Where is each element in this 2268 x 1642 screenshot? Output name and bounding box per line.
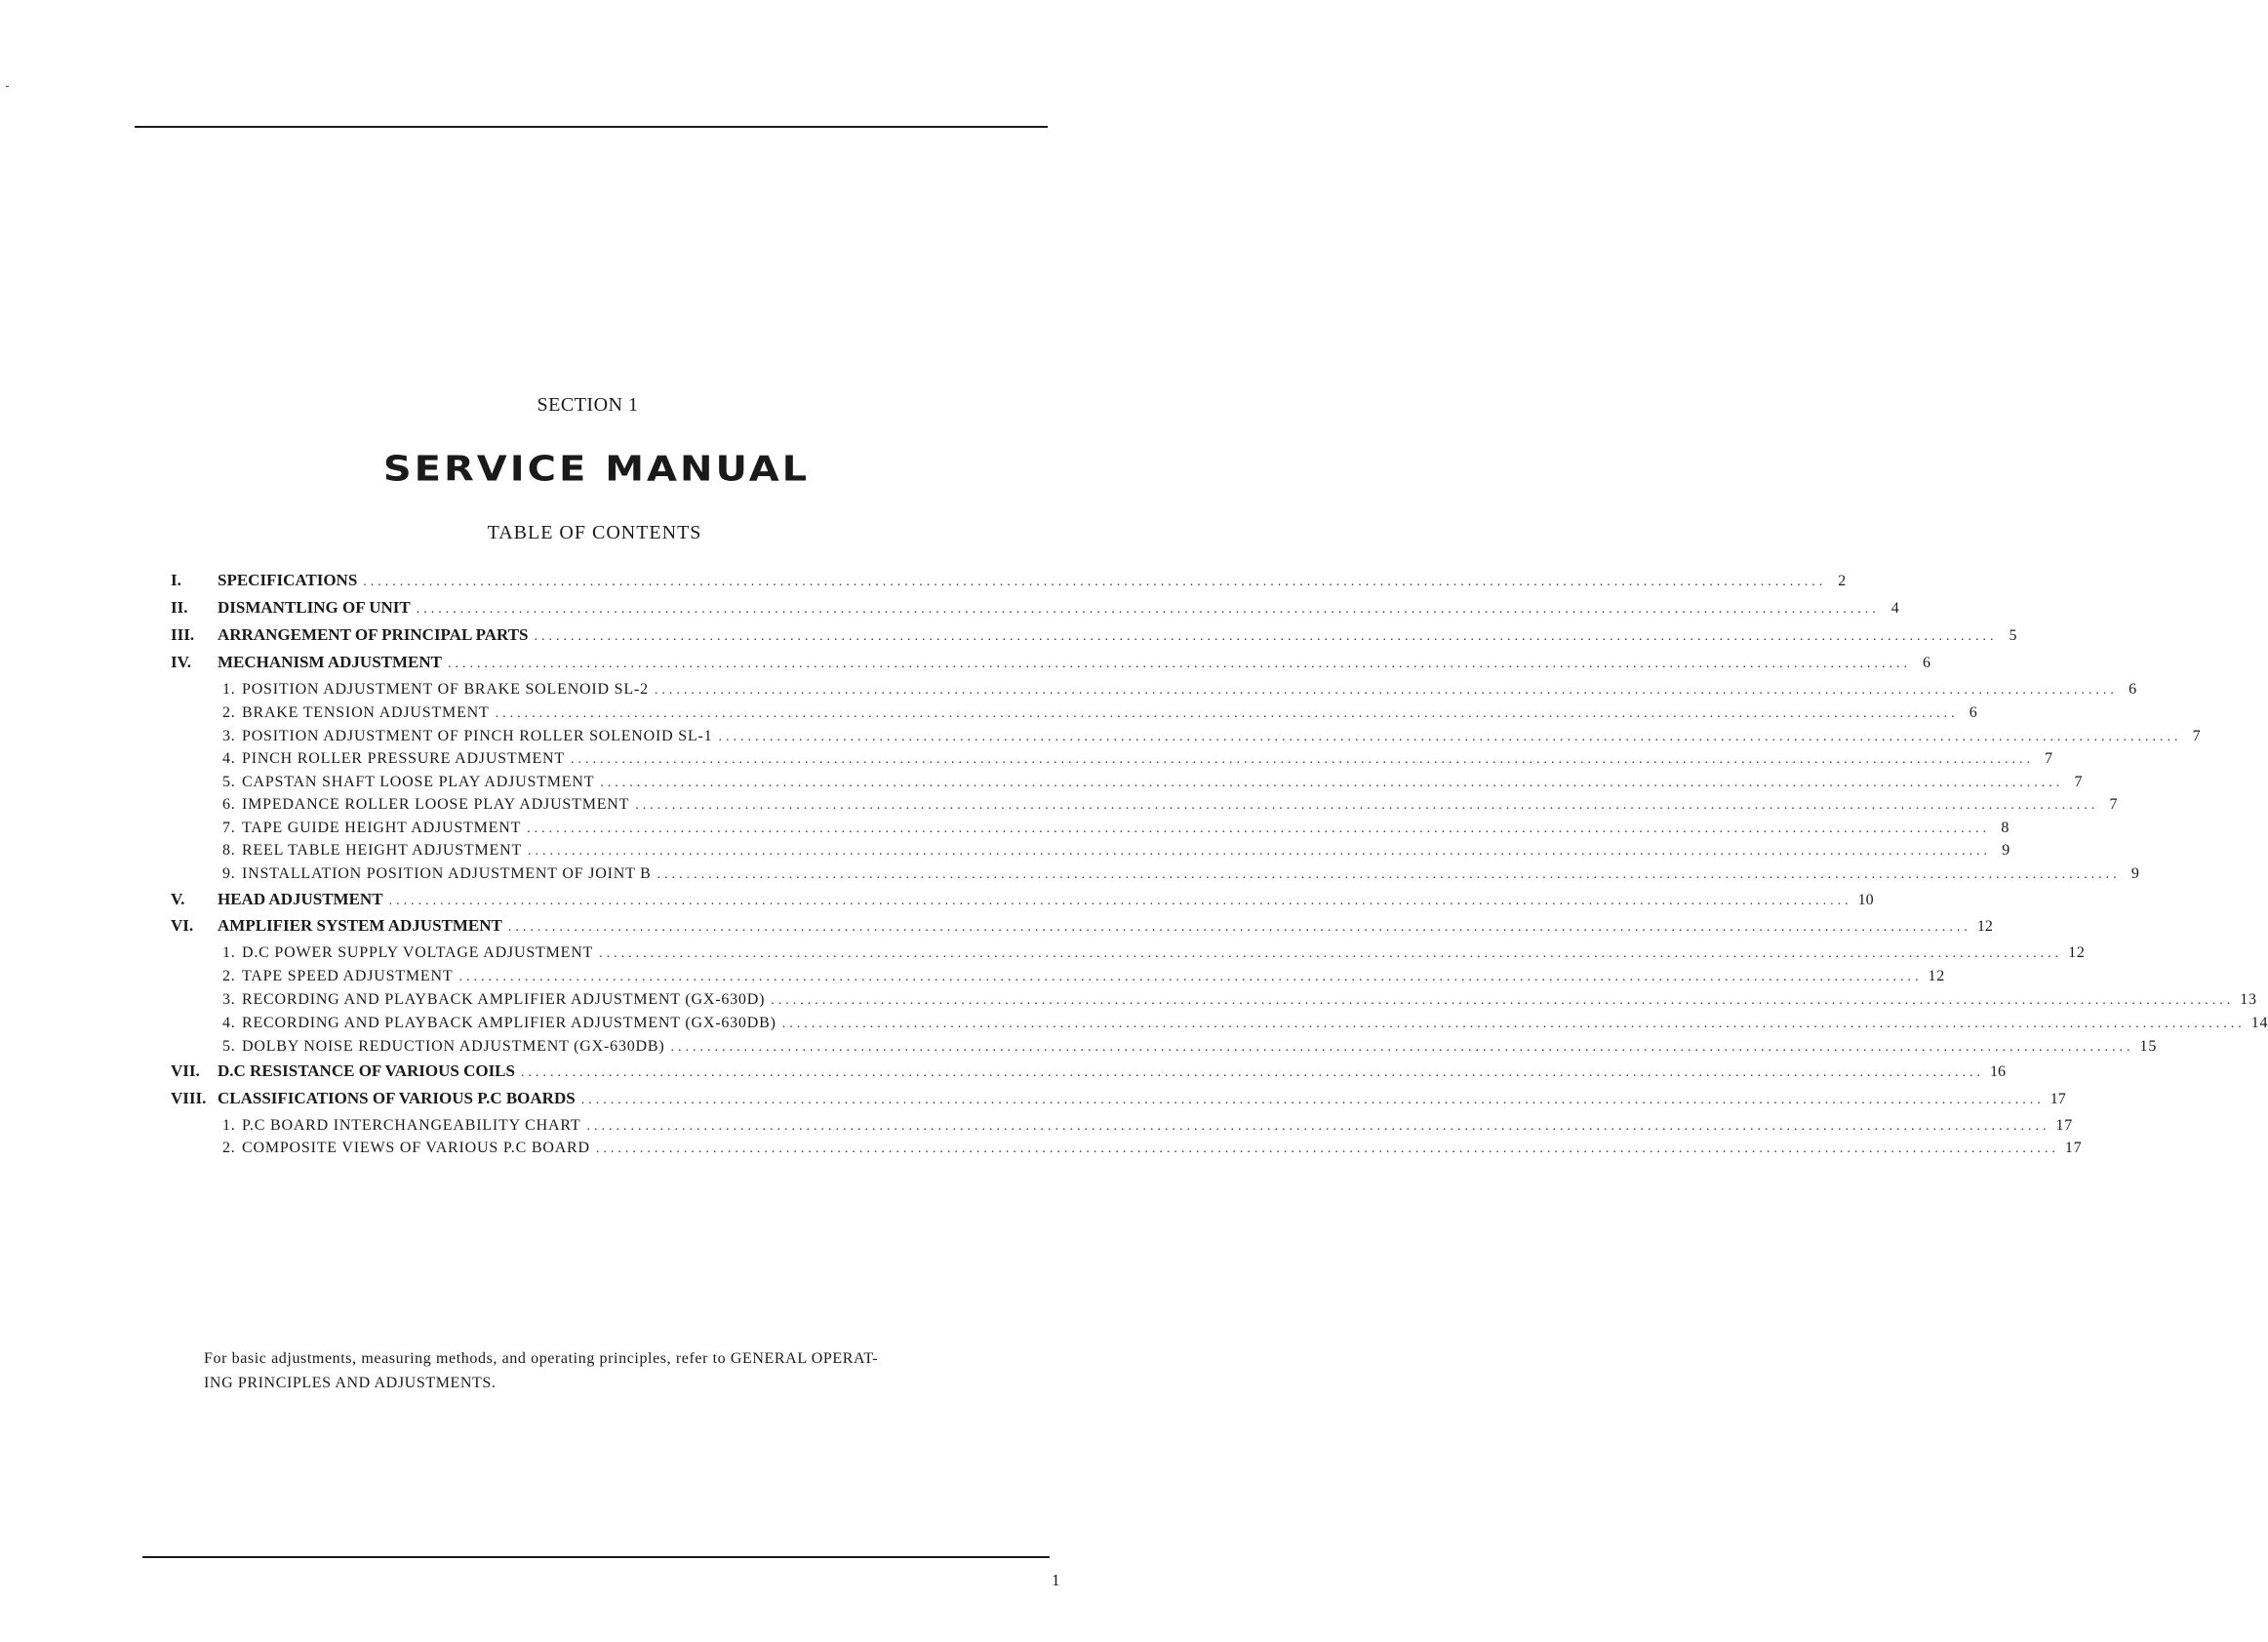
toc-section	[171, 653, 1930, 672]
toc-number: VII.	[171, 1061, 200, 1080]
toc-page-number: 7	[2045, 750, 2053, 767]
toc-title: MECHANISM ADJUSTMENT	[218, 653, 442, 671]
toc-page-number: 9	[2130, 865, 2140, 882]
toc-page-number: 7	[2074, 774, 2084, 790]
dot-leader: ........................................................................................................................................................................................................	[599, 946, 2063, 961]
toc-section	[171, 890, 1874, 909]
dot-leader: ........................................................................................................................................................................................................	[595, 1141, 2059, 1156]
dot-leader: ........................................................................................................................................................................................................	[718, 730, 2182, 744]
dot-leader: ........................................................................................................................................................................................................	[534, 629, 1998, 644]
toc-number: 8.	[222, 842, 236, 859]
toc-subsection	[222, 944, 2086, 962]
toc-title: AMPLIFIER SYSTEM ADJUSTMENT	[218, 916, 502, 935]
toc-heading: TABLE OF CONTENTS	[487, 522, 702, 543]
toc-subsection	[222, 991, 2257, 1009]
dot-leader: ........................................................................................................................................................................................................	[586, 1119, 2050, 1134]
toc-subsection	[222, 750, 2053, 768]
toc-section	[171, 571, 1847, 590]
toc-subsection	[222, 1117, 2074, 1135]
toc-number: I.	[171, 571, 181, 589]
toc-title: COMPOSITE VIEWS OF VARIOUS P.C BOARD	[242, 1140, 590, 1156]
dot-leader: ........................................................................................................................................................................................................	[670, 1040, 2134, 1055]
toc-title: P.C BOARD INTERCHANGEABILITY CHART	[242, 1117, 581, 1134]
toc-number: 9.	[222, 865, 236, 882]
footnote-line-2: ING PRINCIPLES AND ADJUSTMENTS.	[204, 1375, 497, 1391]
toc-title: D.C RESISTANCE OF VARIOUS COILS	[218, 1061, 515, 1080]
toc-page-number: 15	[2139, 1038, 2158, 1055]
toc-number: 2.	[222, 704, 236, 721]
dot-leader: ........................................................................................................................................................................................................	[448, 657, 1911, 671]
dot-leader: ........................................................................................................................................................................................................	[507, 920, 1971, 935]
toc-title: IMPEDANCE ROLLER LOOSE PLAY ADJUSTMENT	[242, 796, 630, 813]
dot-leader: ........................................................................................................................................................................................................	[635, 798, 2099, 813]
toc-number: VI.	[171, 916, 194, 935]
toc-title: PINCH ROLLER PRESSURE ADJUSTMENT	[242, 750, 565, 767]
toc-number: 2.	[222, 1140, 236, 1156]
toc-subsection	[222, 820, 2010, 837]
dot-leader: ........................................................................................................................................................................................................	[388, 894, 1852, 908]
toc-number: 4.	[222, 1015, 236, 1031]
dot-leader: ........................................................................................................................................................................................................	[781, 1017, 2246, 1031]
toc-title: TAPE GUIDE HEIGHT ADJUSTMENT	[242, 820, 522, 836]
toc-page-number: 9	[2002, 842, 2011, 859]
toc-number: 6.	[222, 796, 236, 813]
toc-subsection	[222, 842, 2011, 860]
toc-number: IV.	[171, 653, 191, 671]
toc-number: 2.	[222, 968, 236, 984]
toc-subsection	[222, 774, 2084, 791]
toc-title: CAPSTAN SHAFT LOOSE PLAY ADJUSTMENT	[242, 774, 595, 790]
toc-subsection	[222, 1140, 2083, 1157]
bottom-rule	[142, 1556, 1050, 1558]
dot-leader: ........................................................................................................................................................................................................	[600, 776, 2064, 790]
toc-title: TAPE SPEED ADJUSTMENT	[242, 968, 454, 984]
toc-page-number: 12	[1976, 918, 1993, 935]
toc-number: VIII.	[171, 1089, 207, 1107]
toc-subsection	[222, 968, 1946, 985]
toc-title: REEL TABLE HEIGHT ADJUSTMENT	[242, 842, 523, 859]
toc-page-number: 10	[1857, 892, 1874, 908]
page-number: 1	[1052, 1571, 1060, 1589]
toc-page-number: 4	[1890, 600, 1899, 617]
toc-number: 5.	[222, 774, 236, 790]
toc-number: 5.	[222, 1038, 236, 1055]
page-title: SERVICE MANUAL	[382, 449, 811, 490]
toc-title: SPECIFICATIONS	[218, 571, 358, 589]
toc-title: D.C POWER SUPPLY VOLTAGE ADJUSTMENT	[242, 944, 594, 961]
toc-page-number: 6	[1923, 655, 1930, 671]
dot-leader: ........................................................................................................................................................................................................	[363, 575, 1827, 589]
toc-title: CLASSIFICATIONS OF VARIOUS P.C BOARDS	[218, 1089, 576, 1107]
toc-page-number: 17	[2064, 1140, 2083, 1156]
dot-leader: ........................................................................................................................................................................................................	[416, 602, 1880, 617]
toc-subsection	[222, 865, 2140, 883]
toc-number: 1.	[222, 944, 236, 961]
toc-title: RECORDING AND PLAYBACK AMPLIFIER ADJUSTMENT (GX-630D)	[242, 991, 766, 1008]
toc-section	[171, 625, 2017, 645]
toc-section	[171, 1089, 2066, 1108]
toc-page-number: 17	[2055, 1117, 2074, 1134]
dot-leader: ........................................................................................................................................................................................................	[580, 1093, 2045, 1107]
dot-leader: ........................................................................................................................................................................................................	[654, 683, 2118, 698]
toc-section	[171, 1061, 2006, 1081]
toc-number: 3.	[222, 728, 236, 744]
toc-page-number: 2	[1838, 573, 1847, 589]
toc-number: 4.	[222, 750, 236, 767]
toc-title: DISMANTLING OF UNIT	[218, 598, 411, 617]
dot-leader: ........................................................................................................................................................................................................	[458, 970, 1923, 984]
toc-page-number: 12	[2068, 944, 2086, 961]
toc-number: V.	[171, 890, 185, 908]
footnote	[204, 1346, 1004, 1395]
toc-page-number: 6	[2129, 681, 2137, 698]
dot-leader: ........................................................................................................................................................................................................	[527, 821, 1991, 836]
toc-section	[171, 916, 1993, 936]
dot-leader: ........................................................................................................................................................................................................	[657, 867, 2121, 882]
top-rule	[135, 126, 1048, 128]
toc-title: ARRANGEMENT OF PRINCIPAL PARTS	[218, 625, 529, 644]
dot-leader: ........................................................................................................................................................................................................	[570, 752, 2034, 767]
toc-page-number: 6	[1969, 704, 1978, 721]
toc-subsection	[222, 704, 1978, 722]
toc-subsection	[222, 1038, 2158, 1056]
toc-section	[171, 598, 1899, 618]
toc-subsection	[222, 796, 2119, 814]
toc-title: INSTALLATION POSITION ADJUSTMENT OF JOINT B	[242, 865, 652, 882]
dot-leader: ........................................................................................................................................................................................................	[528, 844, 1992, 859]
toc-page-number: 13	[2240, 991, 2257, 1008]
scan-mark	[6, 86, 9, 87]
toc-title: POSITION ADJUSTMENT OF BRAKE SOLENOID SL-2	[242, 681, 649, 698]
toc-number: II.	[171, 598, 188, 617]
footnote-line-1: For basic adjustments, measuring methods, and operating principles, refer to GENERAL OPERAT-	[204, 1350, 879, 1367]
toc-number: 1.	[222, 681, 236, 698]
toc-title: BRAKE TENSION ADJUSTMENT	[242, 704, 490, 721]
toc-number: 3.	[222, 991, 236, 1008]
toc-page-number: 5	[2009, 627, 2017, 644]
toc-subsection	[222, 681, 2137, 699]
toc-page-number: 8	[2001, 820, 2010, 836]
dot-leader: ........................................................................................................................................................................................................	[495, 706, 1959, 721]
toc-page-number: 12	[1928, 968, 1946, 984]
toc-page-number: 7	[2192, 728, 2202, 744]
toc-page-number: 14	[2250, 1015, 2268, 1031]
toc-title: POSITION ADJUSTMENT OF PINCH ROLLER SOLENOID SL-1	[242, 728, 713, 744]
toc-page-number: 7	[2109, 796, 2119, 813]
toc-page-number: 16	[1989, 1063, 2006, 1080]
toc-subsection	[222, 1015, 2268, 1032]
dot-leader: ........................................................................................................................................................................................................	[520, 1065, 1984, 1080]
toc-number: 1.	[222, 1117, 236, 1134]
toc-title: HEAD ADJUSTMENT	[218, 890, 383, 908]
toc-number: III.	[171, 625, 195, 644]
section-label: SECTION 1	[537, 394, 639, 416]
dot-leader: ........................................................................................................................................................................................................	[771, 993, 2235, 1008]
toc-page-number: 17	[2049, 1091, 2066, 1107]
toc-subsection	[222, 728, 2202, 745]
toc-title: RECORDING AND PLAYBACK AMPLIFIER ADJUSTMENT (GX-630DB)	[242, 1015, 776, 1031]
toc-number: 7.	[222, 820, 236, 836]
toc-title: DOLBY NOISE REDUCTION ADJUSTMENT (GX-630DB)	[242, 1038, 665, 1055]
